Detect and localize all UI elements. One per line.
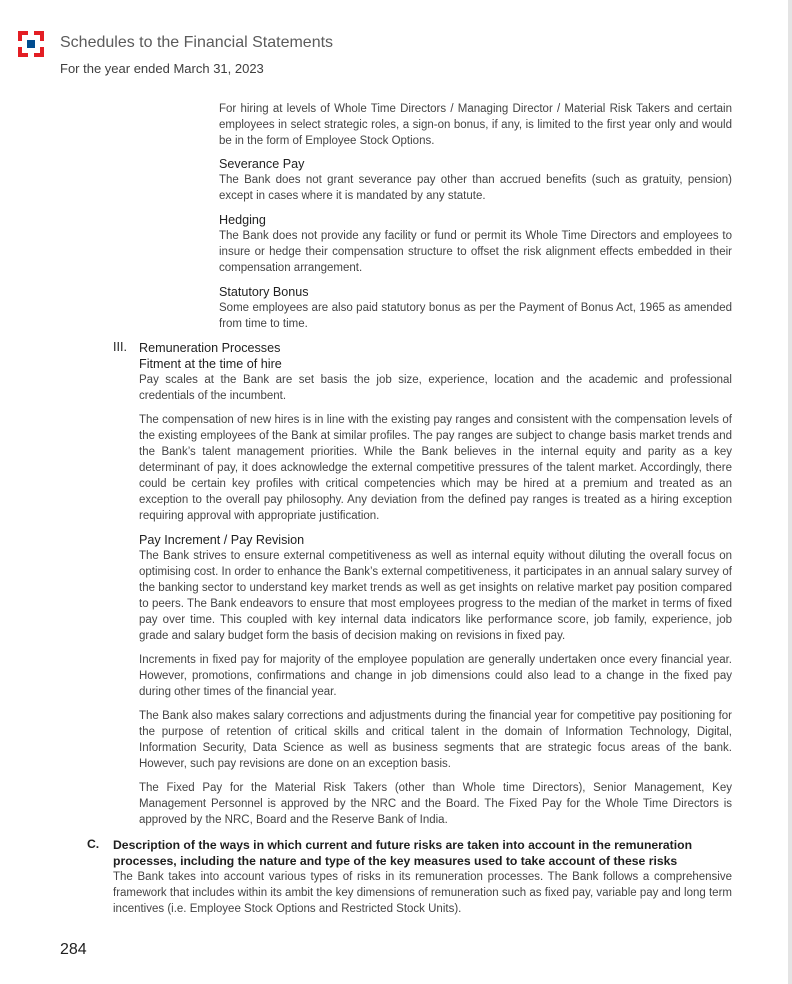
hedging-text: The Bank does not provide any facility or fund or permit its Whole Time Directors and employees to insure or hedge their compensation structure to offset the risk alignment effects embedded in their compensation arrangement. xyxy=(219,230,732,274)
statutory-bonus-block xyxy=(219,284,732,332)
sign-on-bonus-block xyxy=(219,101,732,149)
fitment-paragraph-2: The compensation of new hires is in line with the existing pay ranges and consistent with the compensation levels of the existing employees of the Bank at similar profiles. The pay ranges are subject to change basis market trends and the Bank’s talent management priorities. While the Bank believes in the internal equity and parity as a key determinant of pay, it does acknowledge the external competitive pressures of the talent market. Accordingly, there could be certain key profiles with critical competencies which may be hired at a premium and treated as an exception to the overall pay philosophy. Any deviation from the defined pay ranges is treated as a hiring exception requiring approval with appropriate justification. xyxy=(139,414,732,522)
section-c-heading: Description of the ways in which current and future risks are taken into account in the remuneration processes, including the nature and type of the key measures used to take account of these risks xyxy=(113,838,693,868)
header-title: Schedules to the Financial Statements xyxy=(60,34,334,51)
hedging-heading: Hedging xyxy=(219,213,266,227)
pay-increment-block xyxy=(139,532,732,644)
pay-increment-paragraph-1: The Bank strives to ensure external competitiveness as well as internal equity without diluting the overall focus on optimising cost. In order to enhance the Bank’s external competitiveness, it participates in an annual salary survey of the banking sector to understand key market trends as well as get insights on relative market pay position compared to peers. The Bank endeavors to ensure that most employees progress to the median of the market in terms of fixed pay over time. This coupled with key internal data indicators like performance score, job family, experience, job grade and salary budget form the basis of decision making on revisions in fixed pay. xyxy=(139,550,732,642)
fitment-paragraph-2-block xyxy=(139,412,732,524)
severance-block xyxy=(219,156,732,204)
pay-increment-paragraph-2: Increments in fixed pay for majority of the employee population are generally undertaken once every financial year. However, promotions, confirmations and change in job dimensions could also lead to a change in the fixed pay during other times of the financial year. xyxy=(139,654,732,698)
statutory-bonus-text: Some employees are also paid statutory bonus as per the Payment of Bonus Act, 1965 as amended from time to time. xyxy=(219,302,732,330)
hedging-block xyxy=(219,212,732,276)
statutory-bonus-heading: Statutory Bonus xyxy=(219,285,309,299)
section-c-letter: C. xyxy=(87,837,100,851)
bank-logo-icon xyxy=(18,31,44,57)
pay-increment-paragraph-3-block xyxy=(139,708,732,772)
fitment-heading: Fitment at the time of hire xyxy=(139,357,282,371)
pay-increment-heading: Pay Increment / Pay Revision xyxy=(139,533,305,547)
pay-increment-paragraph-4-block xyxy=(139,780,732,828)
sign-on-bonus-text: For hiring at levels of Whole Time Directors / Managing Director / Material Risk Takers and certain employees in select strategic roles, a sign-on bonus, if any, is limited to the first year only and would be in the form of Employee Stock Options. xyxy=(219,103,732,147)
severance-heading: Severance Pay xyxy=(219,157,305,171)
severance-text: The Bank does not grant severance pay other than accrued benefits (such as gratuity, pension) except in cases where it is mandated by any statute. xyxy=(219,174,732,202)
fitment-paragraph-1: Pay scales at the Bank are set basis the job size, experience, location and the academic and professional credentials of the incumbent. xyxy=(139,374,732,402)
pay-increment-paragraph-3: The Bank also makes salary corrections and adjustments during the financial year for competitive pay positioning for the purpose of retention of critical skills and critical talent in the domain of Information Technology, Digital, Information Security, Data Science as well as business segments that are strategic focus areas of the bank. However, such pay revisions are done on an exception basis. xyxy=(139,710,732,770)
remuneration-processes-heading: Remuneration Processes xyxy=(139,341,281,355)
page-edge-bar xyxy=(788,0,792,984)
section-c-block xyxy=(113,837,732,917)
pay-increment-paragraph-4: The Fixed Pay for the Material Risk Takers (other than Whole time Directors), Senior Management, Key Management Personnel is approved by the NRC and the Board. The Fixed Pay for the Whole Time Directors is approved by the NRC, Board and the Reserve Bank of India. xyxy=(139,782,732,826)
header-subtitle: For the year ended March 31, 2023 xyxy=(60,61,264,76)
page-number: 284 xyxy=(60,941,87,958)
remuneration-processes-block xyxy=(139,340,732,404)
pay-increment-paragraph-2-block xyxy=(139,652,732,700)
section-iii-number: III. xyxy=(113,340,127,354)
section-c-text: The Bank takes into account various types of risks in its remuneration processes. The Bank follows a comprehensive framework that includes within its ambit the key dimensions of remuneration such as fixed pay, variable pay and long term incentives (i.e. Employee Stock Options and Restricted Stock Units). xyxy=(113,871,732,915)
